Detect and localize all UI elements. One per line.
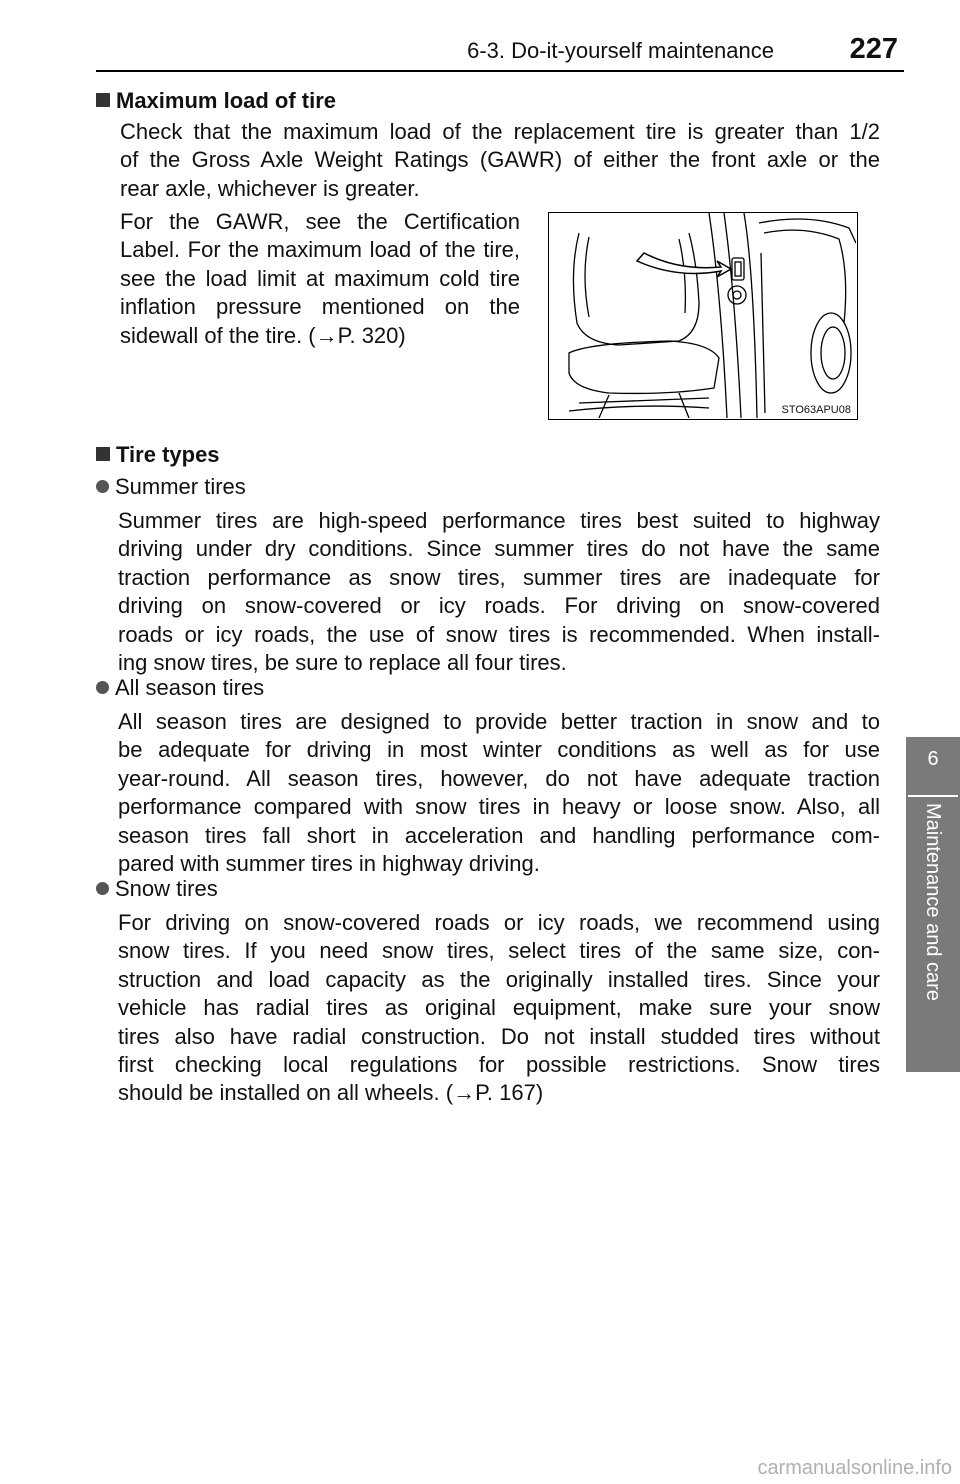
side-tab-divider [908,795,958,797]
text-line: first checking local regulations for possible restrictions. Snow tires [118,1052,880,1078]
summer-tires-paragraph [118,507,880,677]
bullet-all-season-tires: All season tires [96,673,264,703]
text-line: inflation pressure mentioned on the [120,294,520,320]
text-line: year-round. All season tires, however, do not have adequate traction [118,765,880,791]
text-line: see the load limit at maximum cold tire [120,265,520,291]
text-line: sidewall of the tire. (→P. 320) [120,322,406,348]
text-line: tires also have radial construction. Do not install studded tires without [118,1023,880,1049]
all-season-tires-paragraph [118,708,880,878]
bullet-summer-tires: Summer tires [96,472,246,502]
square-bullet-icon [96,447,110,461]
text-line: pared with summer tires in highway driving. [118,851,540,877]
text-line: struction and load capacity as the originally installed tires. Since your [118,966,880,992]
text-line: roads or icy roads, the use of snow tires is recommended. When install- [118,621,880,647]
page-number: 227 [849,33,898,65]
text-line: For driving on snow-covered roads or icy roads, we recommend using [118,910,880,935]
text-line: season tires fall short in acceleration and handling performance com- [118,822,880,848]
chapter-title: Maintenance and care [922,803,944,1001]
header-section-title: 6-3. Do-it-yourself maintenance [467,38,774,63]
text-line: performance compared with snow tires in heavy or loose snow. Also, all [118,794,880,820]
text-line: For the GAWR, see the Certification [120,209,520,234]
certification-label-illustration [548,212,858,420]
circle-bullet-icon [96,882,109,895]
bullet-snow-tires: Snow tires [96,874,218,904]
text-line: driving under dry conditions. Since summer tires do not have the same [118,536,880,562]
text-line: traction performance as snow tires, summer tires are inadequate for [118,564,880,590]
text-line: All season tires are designed to provide better traction in snow and to [118,709,880,734]
circle-bullet-icon [96,480,109,493]
text-line: Summer tires are high-speed performance tires best suited to highway [118,508,880,533]
chapter-number: 6 [927,748,939,770]
snow-tires-paragraph [118,909,880,1108]
figure-caption: STO63APU08 [781,404,851,416]
text-line: vehicle has radial tires as original equipment, make sure your snow [118,995,880,1021]
chapter-side-tab [906,737,960,1072]
text-line: driving on snow-covered or icy roads. For driving on snow-covered [118,593,880,619]
text-line: be adequate for driving in most winter conditions as well as for use [118,737,880,763]
section-heading-tire-types: Tire types [96,440,220,470]
door-pillar-illustration-svg [549,213,856,418]
page-header [96,33,904,66]
text-line: ing snow tires, be sure to replace all four tires. [118,650,567,676]
text-line: Check that the maximum load of the replacement tire is greater than 1/2 [120,119,880,144]
gawr-paragraph [120,208,520,350]
text-line: should be installed on all wheels. (→P. 167) [118,1080,544,1106]
text-line: snow tires. If you need snow tires, select tires of the same size, con- [118,938,880,964]
section-heading-max-load: Maximum load of tire [96,86,336,116]
text-line: Label. For the maximum load of the tire, [120,237,520,263]
header-rule [96,70,904,72]
circle-bullet-icon [96,681,109,694]
text-line: rear axle, whichever is greater. [120,175,420,201]
max-load-paragraph [120,118,880,203]
square-bullet-icon [96,93,110,107]
text-line: of the Gross Axle Weight Ratings (GAWR) of either the front axle or the [120,147,880,173]
site-watermark: carmanualsonline.info [757,1457,952,1479]
